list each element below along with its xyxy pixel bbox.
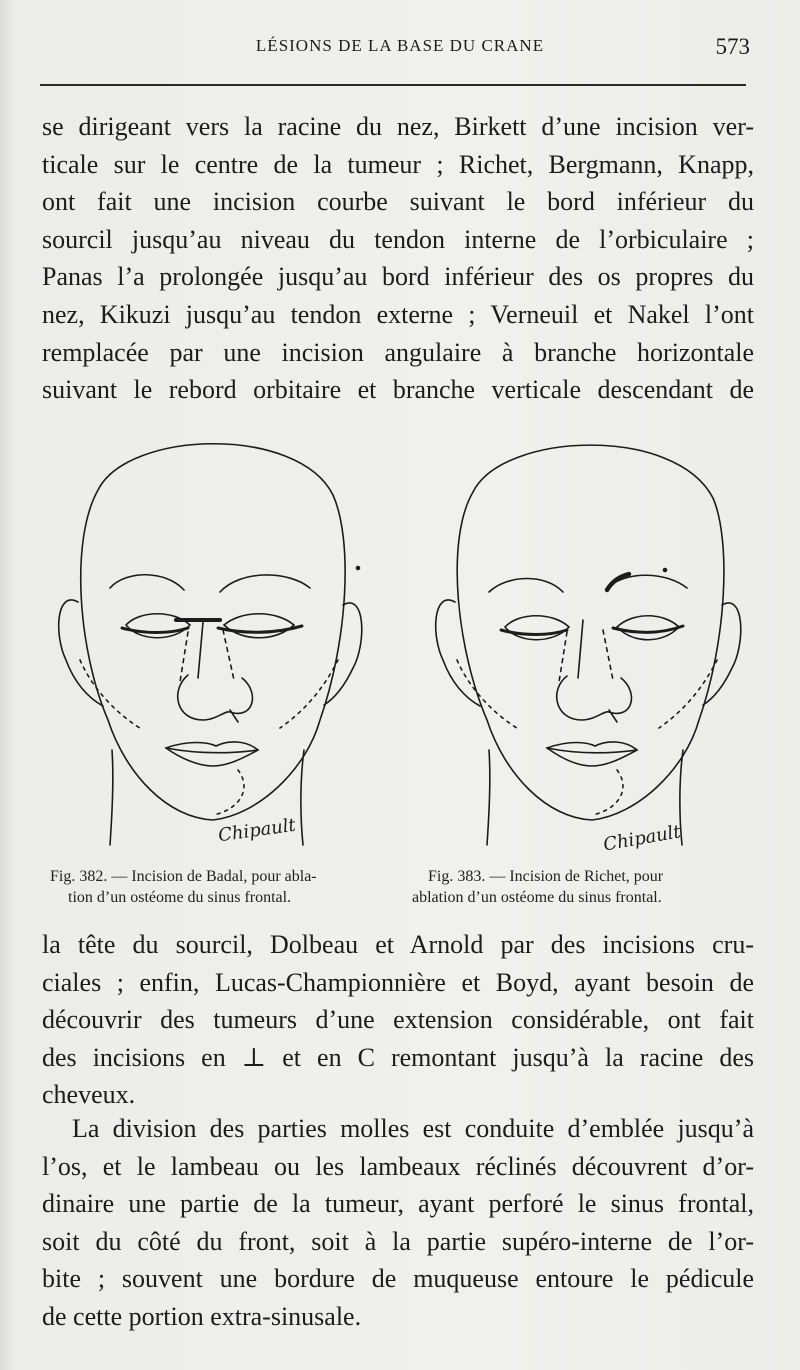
text-line: nez, Kikuzi jusqu’au tendon externe ; Verneuil et Nakel l’ont: [42, 299, 754, 329]
text-line: ticale sur le centre de la tumeur ; Richet, Bergmann, Knapp,: [42, 149, 754, 179]
text-line: dinaire une partie de la tumeur, ayant perforé le sinus frontal,: [42, 1189, 754, 1219]
text-line: suivant le rebord orbitaire et branche verticale descendant de: [42, 375, 754, 405]
running-title: LÉSIONS DE LA BASE DU CRANE: [255, 36, 545, 55]
caption-line: Fig. 382. — Incision de Badal, pour abla-: [50, 868, 317, 885]
caption-line: tion d’un ostéome du sinus frontal.: [68, 889, 292, 906]
top-paragraph: [42, 108, 754, 409]
illustrator-signature: Chipault: [216, 814, 298, 847]
header-rule: [40, 84, 746, 86]
text-line: des incisions en ⊥ et en C remontant jusqu’à la racine des: [42, 1042, 754, 1072]
text-line: bite ; souvent une bordure de muqueuse entoure le pédicule: [42, 1264, 754, 1294]
figure-382-illustration: [48, 420, 378, 869]
text-line: remplacée par une incision angulaire à branche horizontale: [42, 337, 754, 367]
caption-line: Fig. 383. — Incision de Richet, pour: [428, 868, 664, 885]
text-line: sourcil jusqu’au niveau du tendon interne de l’orbiculaire ;: [42, 224, 754, 254]
figure-383-caption: [412, 866, 663, 908]
text-line: l’os, et le lambeau ou les lambeaux réclinés découvrent d’or-: [42, 1151, 754, 1181]
text-line: La division des parties molles est conduite d’emblée jusqu’à: [72, 1114, 754, 1143]
second-paragraph: [42, 1110, 754, 1336]
page-header: [40, 34, 752, 70]
text-line: de cette portion extra-sinusale.: [42, 1301, 362, 1331]
page-number: 573: [715, 34, 750, 59]
text-line: Panas l’a prolongée jusqu’au bord inférieur des os propres du: [42, 262, 754, 292]
figure-383-illustration: [425, 420, 755, 869]
text-line: se dirigeant vers la racine du nez, Birkett d’une incision ver-: [42, 112, 754, 141]
caption-line: ablation d’un ostéome du sinus frontal.: [412, 889, 662, 906]
text-line: découvrir des tumeurs d’une extension considérable, ont fait: [42, 1005, 754, 1035]
text-line: la tête du sourcil, Dolbeau et Arnold par des incisions cru-: [42, 930, 754, 959]
text-line: ciales ; enfin, Lucas-Championnière et Boyd, ayant besoin de: [42, 967, 754, 997]
text-line: cheveux.: [42, 1080, 136, 1110]
illustrator-signature: Chipault: [601, 821, 683, 856]
figure-382-caption: [50, 866, 317, 908]
text-line: ont fait une incision courbe suivant le bord inférieur du: [42, 187, 754, 217]
text-line: soit du côté du front, soit à la partie supéro-interne de l’or-: [42, 1226, 754, 1256]
continued-paragraph: [42, 926, 754, 1114]
